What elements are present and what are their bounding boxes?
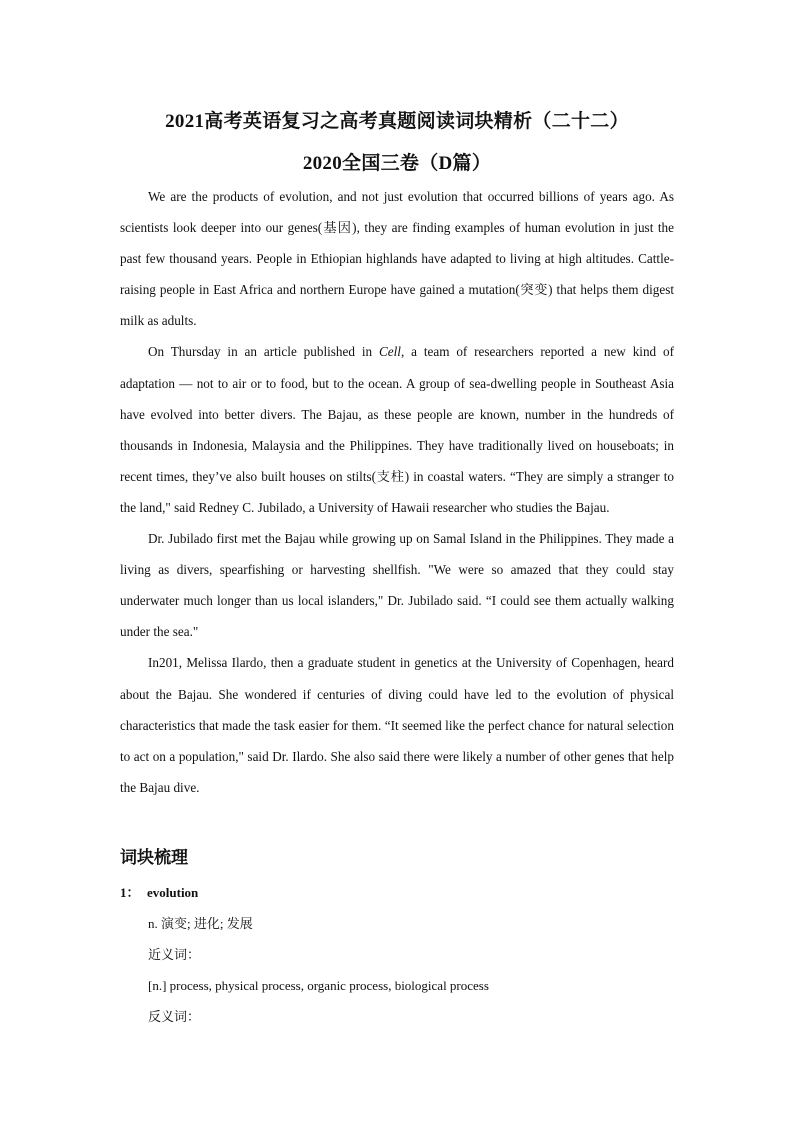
- synonyms-list: [n.] process, physical process, organic process, biological process: [148, 978, 489, 994]
- section-heading: 词块梳理: [120, 848, 188, 868]
- paragraph-2-rest: , a team of researchers reported a new kind of adaptation — not to air or to food, but to the ocean. A group of sea-dwelling people in Southeast Asia have evolved into better divers. The Bajau, as these people are known, number in the hundreds of thousands in Indonesia, Malaysia and the Philippines. They have traditionally lived on houseboats; in recent times, they’ve also built houses on stilts(支柱) in coastal waters. “They are simply a stranger to the land," said Redney C. Jubilado, a University of Hawaii researcher who studies the Bajau.: [120, 344, 674, 515]
- document-title: 2021高考英语复习之高考真题阅读词块精析（二十二）: [165, 111, 629, 132]
- paragraph-2-start: On Thursday in an article published in: [148, 344, 379, 360]
- passage-paragraph-3: Dr. Jubilado first met the Bajau while growing up on Samal Island in the Philippines. They made a living as divers, spearfishing or harvesting shellfish. "We were so amazed that they could stay underwater much longer than us local islanders," Dr. Jubilado said. “I could see them actually walking under the sea.": [120, 531, 674, 640]
- antonyms-label: 反义词：: [148, 1009, 201, 1025]
- passage-paragraph-2: [120, 336, 674, 523]
- journal-name: Cell: [378, 344, 401, 360]
- passage-paragraph-1: We are the products of evolution, and not just evolution that occurred billions of years ago. As scientists look deeper into our genes(基因), they are finding examples of human evolution in just the past few thousand years. People in Ethiopian highlands have adapted to living at high altitudes. Cattle-raising people in East Africa and northern Europe have gained a mutation(突变) that helps them digest milk as adults.: [120, 189, 674, 329]
- document-subtitle: 2020全国三卷（D篇）: [302, 153, 492, 174]
- entry-word: evolution: [147, 885, 199, 900]
- synonyms-label: 近义词：: [148, 947, 201, 963]
- vocab-entry-details: [148, 908, 489, 1032]
- reading-passage: [120, 181, 674, 803]
- entry-definition: n. 演变; 进化; 发展: [148, 916, 253, 931]
- passage-paragraph-4: In201, Melissa Ilardo, then a graduate student in genetics at the University of Copenhagen, heard about the Bajau. She wondered if centuries of diving could have led to the evolution of physical characteristics that made the task easier for them. “It seemed like the perfect chance for natural selection to act on a population," said Dr. Ilardo. She also said there were likely a number of other genes that help the Bajau dive.: [120, 655, 674, 795]
- entry-number: 1：: [120, 885, 140, 900]
- vocab-entry-header: [120, 882, 198, 901]
